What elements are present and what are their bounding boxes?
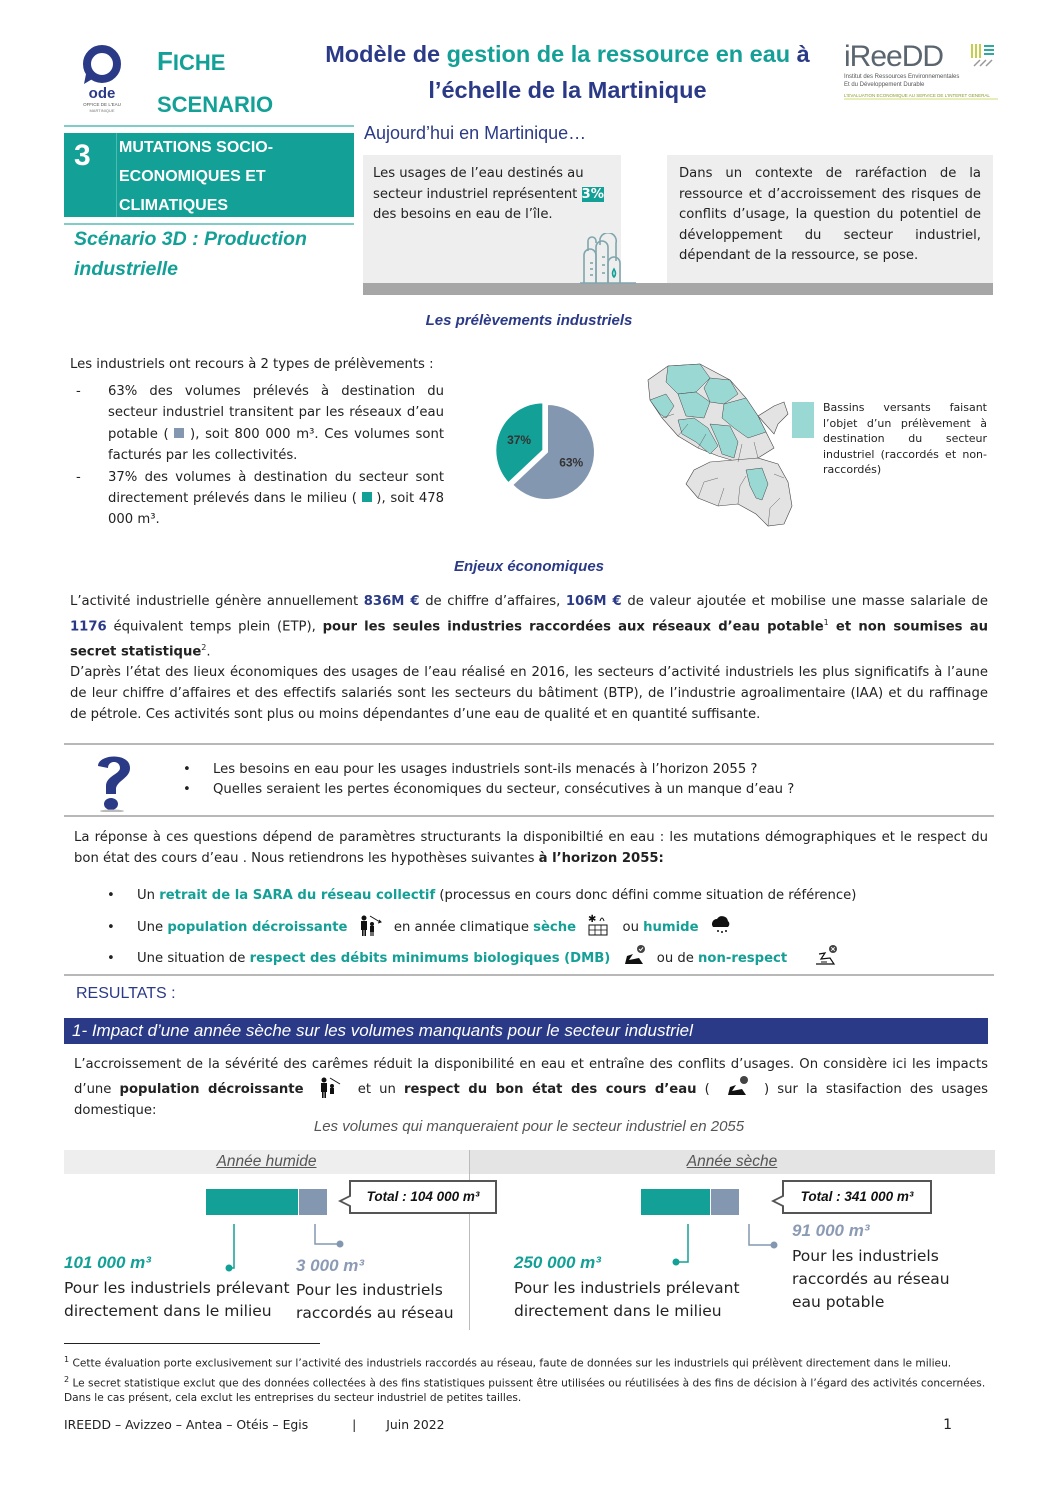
svg-text:L'EVALUATION ECONOMIQUE AU SER: L'EVALUATION ECONOMIQUE AU SERVICE DE L'INTERET GENERAL: [844, 93, 990, 98]
martinique-watershed-map: [638, 358, 818, 530]
page-footer: [64, 1417, 994, 1432]
eco-text-b: de chiffre d’affaires,: [419, 594, 566, 609]
title-part2: gestion de la ressource en eau: [446, 41, 791, 67]
page-number: 1: [943, 1417, 952, 1433]
wet-year-header: Année humide: [64, 1150, 469, 1174]
economy-paragraph-1: [70, 592, 988, 663]
footnote-ref-2[interactable]: 2: [201, 642, 207, 652]
section-title-line: MUTATIONS SOCIO-: [119, 139, 274, 156]
h1-c: (processus en cours donc défini comme situation de référence): [435, 888, 857, 903]
footer-separator: |: [352, 1417, 357, 1432]
res-text-c: et un: [357, 1082, 404, 1097]
economy-paragraph-2: D’après l’état des lieux économiques des usages de l’eau réalisé en 2016, les secteurs d’activité industriels les plus significatifs à l’aune de leur chiffre d’affaires et des effectifs salariés sont les secteurs du bâtiment (BTP), de l’industrie agroalimentaire (IAA) et du raffinage de pétrole. Ces activités sont plus ou moins dépendantes d’une eau de qualité et en quantité suffisante.: [70, 665, 988, 722]
res-text-d: respect du bon état des cours d’eau: [403, 1082, 697, 1097]
hyp-intro-bold: à l’horizon 2055:: [538, 850, 664, 866]
h3-d: non-respect: [698, 951, 788, 966]
wet-direct-value: 101 000 m³: [64, 1253, 151, 1272]
footer-date: Juin 2022: [386, 1417, 445, 1432]
res-text-e: (: [696, 1082, 718, 1097]
wet-network-desc: Pour les industriels raccordés au réseau: [296, 1281, 454, 1322]
footnote-2: [64, 1372, 994, 1407]
withdrawals-item-direct: [70, 467, 444, 531]
footnote-number: 1: [64, 1355, 70, 1364]
svg-text:iReeDD: iReeDD: [844, 40, 944, 73]
map-legend-text: Bassins versants faisant l’objet d’un prélèvement à destination du secteur industriel (raccordés et non-raccordés): [823, 401, 987, 476]
dry-network-bar: [711, 1189, 739, 1215]
footnote-ref-1[interactable]: 1: [823, 617, 829, 627]
river-non-respect-icon: [813, 944, 839, 968]
h2-d: sèche: [533, 919, 577, 935]
scenario-title-line1: Scénario 3D : Production: [74, 228, 307, 250]
economy-heading: Enjeux économiques: [453, 558, 605, 575]
hypothesis-sara: [107, 880, 856, 912]
withdrawals-heading: Les prélèvements industriels: [425, 312, 633, 329]
factory-water-icon: [578, 233, 638, 285]
title-part3: à: [790, 41, 810, 67]
list-dash: -: [76, 384, 81, 399]
today-heading: Aujourd’hui en Martinique…: [364, 123, 587, 143]
h3-a: Une situation de: [137, 951, 250, 966]
title-part1: Modèle de: [325, 41, 447, 67]
added-value: 106M €: [565, 594, 622, 609]
direct-swatch: [362, 492, 372, 502]
footnote-divider: [64, 1343, 320, 1344]
share-text-pre: Les usages de l’eau destinés au secteur industriel représentent: [373, 166, 584, 202]
eco-bold-1: pour les seules industries raccordées aux réseaux d’eau potable: [322, 619, 824, 635]
eco-text-d: équivalent temps plein (ETP),: [106, 619, 323, 635]
h1-a: Un: [137, 888, 160, 903]
dry-network-value: 91 000 m³: [792, 1221, 870, 1240]
h1-b: retrait de la SARA du réseau collectif: [159, 888, 436, 903]
section-title-line: CLIMATIQUES: [119, 197, 229, 214]
results-banner: 1- Impact d’une année sèche sur les volumes manquants pour le secteur industriel: [64, 1018, 988, 1044]
population-decrease-icon: [358, 913, 384, 937]
svg-text:Et du Développement Durable: Et du Développement Durable: [844, 82, 925, 88]
page-title: [290, 36, 845, 108]
item2-post: ), soit 478 000 m³.: [108, 491, 444, 528]
withdrawals-list: [70, 381, 444, 531]
fte-value: 1176: [70, 619, 107, 635]
river-respect-icon: [724, 1075, 750, 1099]
question-item: • Quelles seraient les pertes économiques du secteur, consécutives à un manque d’eau ?: [183, 780, 794, 800]
map-island-south: [686, 458, 792, 526]
svg-text:MARTINIQUE: MARTINIQUE: [89, 108, 115, 113]
footer-partners: IREEDD – Avizzeo – Antea – Otéis – Egis: [64, 1417, 309, 1432]
wet-year-cloud-icon: [709, 913, 735, 937]
section-banner: [64, 133, 354, 217]
item1-post: ), soit 800 000 m³. Ces volumes sont facturés par les collectivités.: [108, 426, 444, 464]
panel-divider: [469, 1150, 470, 1330]
section-title: [119, 133, 273, 220]
dry-network-desc: Pour les industriels raccordés au réseau eau potable: [792, 1247, 950, 1311]
hypothesis-population: [107, 912, 856, 944]
map-legend-swatch: [792, 402, 814, 438]
res-text-a: L’accroissement de la sévérité des carêmes réduit la disponibilité en eau et entraîne des conflits d’usages. On considère ici les impacts d’une: [74, 1057, 988, 1097]
pie-label: 37%: [507, 432, 532, 447]
today-share-text: [373, 164, 618, 226]
wet-total-callout: Total : 104 000 m³: [349, 1180, 497, 1214]
results-label: RESULTATS :: [76, 985, 176, 1002]
questions-divider-top: [64, 743, 994, 745]
footnote-text: Cette évaluation porte exclusivement sur l’activité des industriels raccordés au réseau, faute de données sur les industriels qui prélèvent directement dans le milieu.: [69, 1357, 952, 1370]
h3-c: ou de: [656, 951, 699, 966]
scenario-title: [74, 224, 364, 284]
h2-c: en année climatique: [393, 919, 534, 935]
questions-divider-bottom: [64, 815, 994, 817]
footnote-1: [64, 1352, 994, 1372]
eco-bold-2: et non soumises au secret statistique: [70, 619, 988, 660]
network-swatch: [174, 428, 184, 438]
section-number: 3: [74, 139, 91, 172]
economy-text: [70, 592, 988, 726]
today-context-text: Dans un contexte de raréfaction de la ressource et d’accroissement des risques de conflits d’usage, la question du potentiel de développement du secteur industriel, dépendant de la ressource, se pose.: [679, 166, 981, 263]
dry-year-header: Année sèche: [469, 1150, 995, 1174]
svg-text:✱: ✱: [588, 913, 597, 925]
item2-pre: 37% des volumes à destination du secteur sont directement prélevés dans le milieu (: [108, 469, 444, 507]
footnote-text: Le secret statistique exclut que des données collectées à des fins statistiques puissent être utilisées ou réutilisées à des fins de décision à l’égard des activités concernées. Dans le cas présent, cela exclut les entreprises du secteur industriel de petites tailles.: [64, 1377, 986, 1405]
wet-direct-desc: Pour les industriels prélevant directement dans le milieu: [64, 1279, 290, 1320]
res-text-f: ) sur la stasifaction des usages domestique:: [74, 1082, 988, 1118]
river-respect-icon: [621, 944, 647, 968]
withdrawals-item-network: [70, 381, 444, 467]
h2-b: population décroissante: [167, 919, 348, 935]
wet-direct-bar: [206, 1189, 298, 1215]
turnover-value: 836M €: [363, 594, 420, 609]
h2-e: ou: [622, 919, 644, 935]
hyp-intro-text: La réponse à ces questions dépend de paramètres structurants la disponibiltié en eau : les mutations démographiques et le respect du bon état des cours d’eau . Nous retiendrons les hypothèses suivantes: [74, 830, 988, 866]
fiche-scenario-label: [157, 40, 273, 126]
dry-direct-desc: Pour les industriels prélevant directement dans le milieu: [514, 1279, 740, 1320]
hypotheses-list: [107, 880, 856, 975]
share-text-post: des besoins en eau de l’île.: [373, 207, 553, 222]
fiche-rest: ICHE: [172, 50, 226, 75]
footnotes: [64, 1352, 994, 1406]
withdrawals-pie-chart: [495, 400, 599, 504]
footnote-number: 2: [64, 1374, 70, 1384]
eco-text-c: de valeur ajoutée et mobilise une masse salariale de: [621, 594, 989, 609]
scenario-label: SCENARIO: [157, 92, 274, 117]
population-decrease-icon: [318, 1075, 344, 1099]
question-item: • Les besoins en eau pour les usages industriels sont-ils menacés à l’horizon 2055 ?: [183, 760, 794, 780]
fiche-cap: F: [157, 46, 173, 76]
svg-text:OFFICE DE L'EAU: OFFICE DE L'EAU: [83, 102, 121, 107]
h3-b: respect des débits minimums biologiques (DMB): [249, 951, 611, 966]
title-line2: l’échelle de la Martinique: [428, 77, 707, 103]
h2-f: humide: [643, 919, 699, 935]
scenario-title-line2: industrielle: [74, 258, 179, 280]
withdrawals-intro: Les industriels ont recours à 2 types de prélèvements :: [70, 357, 434, 372]
pie-label: 63%: [559, 455, 584, 470]
svg-text:Institut des Ressources Enviro: Institut des Ressources Environnementales: [844, 74, 960, 80]
ode-logo: [72, 44, 132, 116]
share-highlight: 3%: [581, 186, 604, 202]
dry-direct-bar: [641, 1189, 710, 1215]
h2-a: Une: [137, 919, 168, 935]
question-mark-icon: [92, 750, 136, 812]
eco-end: .: [206, 644, 211, 660]
questions-list: [183, 760, 794, 800]
wet-network-bar: [299, 1189, 327, 1215]
results-text: [74, 1054, 988, 1121]
volumes-chart-title: Les volumes qui manqueraient pour le secteur industriel en 2055: [313, 1118, 745, 1135]
res-text-b: population décroissante: [119, 1082, 304, 1097]
section-separator: [116, 133, 117, 217]
header-divider: [64, 125, 354, 127]
ireedd-logo: [842, 36, 1002, 102]
svg-text:ode: ode: [88, 85, 116, 102]
wet-network-value: 3 000 m³: [296, 1256, 365, 1275]
dry-year-icon: [586, 913, 612, 937]
eco-text-a: L’activité industrielle génère annuellement: [70, 594, 364, 609]
today-bottom-bar: [363, 283, 993, 295]
section-title-line: ECONOMIQUES ET: [119, 168, 266, 185]
hypothesis-dmb: [107, 943, 856, 975]
hypotheses-divider: [64, 974, 994, 976]
dry-total-callout: Total : 341 000 m³: [782, 1180, 932, 1214]
item1-pre: 63% des volumes prélevés à destination du secteur industriel transitent par les réseaux d’eau potable (: [108, 384, 444, 442]
dry-direct-value: 250 000 m³: [514, 1253, 601, 1272]
list-dash: -: [76, 469, 81, 485]
hypotheses-intro: [74, 828, 988, 870]
